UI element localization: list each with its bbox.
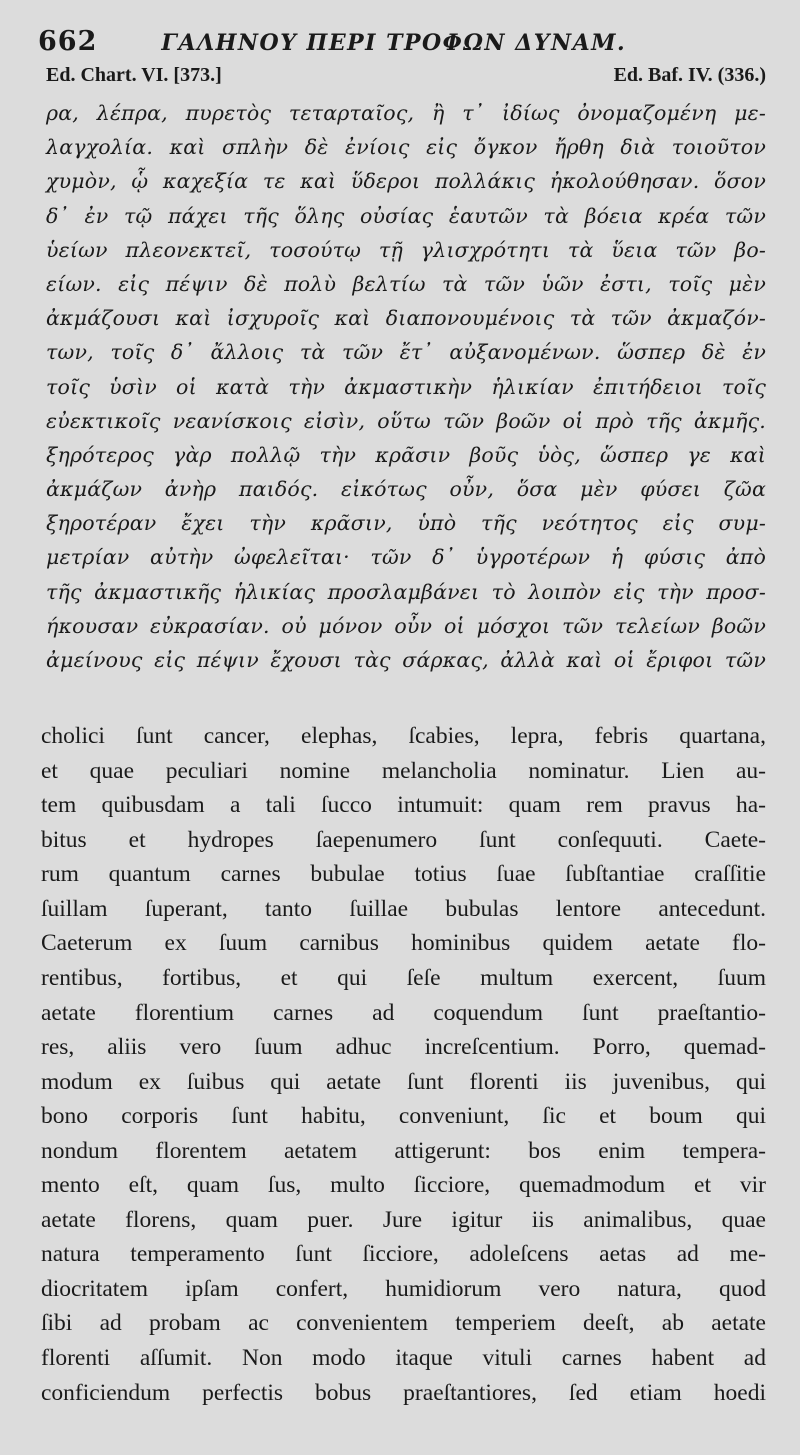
latin-text-line: et quae peculiari nomine melancholia nominatur. Lien au-: [41, 757, 766, 784]
latin-text-line: modum ex ſuibus qui aetate ſunt florenti iis juvenibus, qui: [41, 1068, 766, 1095]
latin-text-line: ſibi ad probam ac convenientem temperiem deeſt, ab aetate: [41, 1310, 766, 1337]
running-head: [38, 26, 766, 60]
latin-text-line: rentibus, fortibus, et qui ſeſe multum exercent, ſuum: [41, 965, 766, 992]
greek-text-block: [38, 96, 766, 677]
latin-text-block: [38, 719, 766, 1410]
latin-text-line: res, aliis vero ſuum adhuc increſcentium. Porro, quemad-: [41, 1034, 766, 1061]
latin-text-line: cholici ſunt cancer, elephas, ſcabies, lepra, febris quartana,: [41, 723, 766, 750]
greek-text-line: ξηρότερος γὰρ πολλῷ τὴν κρᾶσιν βοῦς ὑὸς, ὥσπερ γε καὶ: [46, 442, 766, 467]
greek-text-line: ἀκμάζων ἀνὴρ παιδός. εἰκότως οὖν, ὅσα μὲν φύσει ζῶα: [46, 477, 766, 502]
greek-text-line: ὑείων πλεονεκτεῖ, τοσούτῳ τῇ γλισχρότητι τὰ ὕεια τῶν βο-: [46, 237, 766, 262]
greek-text-line: των, τοῖς δ᾽ ἄλλοις τὰ τῶν ἔτ᾽ αὐξανομένων. ὥσπερ δὲ ἐν: [46, 340, 766, 365]
greek-text-line: ἀμείνους εἰς πέψιν ἔχουσι τὰς σάρκας, ἀλλὰ καὶ οἱ ἔριφοι τῶν: [46, 648, 766, 672]
greek-text-line: τῆς ἀκμαστικῆς ἡλικίας προσλαμβάνει τὸ λοιπὸν εἰς τὴν προσ-: [46, 579, 766, 604]
greek-text-line: εὐεκτικοῖς νεανίσκοις εἰσὶν, οὕτω τῶν βοῶν οἱ πρὸ τῆς ἀκμῆς.: [46, 408, 766, 433]
latin-text-line: bono corporis ſunt habitu, conveniunt, ſic et boum qui: [41, 1103, 766, 1130]
edition-reference-left: Ed. Chart. VI. [373.]: [46, 64, 222, 86]
latin-text-line: rum quantum carnes bubulae totius ſuae ſubſtantiae craſſitie: [41, 861, 766, 888]
greek-text-line: μετρίαν αὐτὴν ὠφελεῖται· τῶν δ᾽ ὑγροτέρων ἡ φύσις ἀπὸ: [46, 545, 766, 570]
running-title: ΓΑΛΗΝΟΥ ΠΕΡΙ ΤΡΟΦΩΝ ΔΥΝΑΜ.: [161, 30, 627, 56]
latin-text-line: diocritatem ipſam confert, humidiorum vero natura, quod: [41, 1275, 766, 1302]
greek-text-line: τοῖς ὑσὶν οἱ κατὰ τὴν ἀκμαστικὴν ἡλικίαν ἐπιτήδειοι τοῖς: [46, 374, 766, 399]
greek-text-line: δ᾽ ἐν τῷ πάχει τῆς ὅλης οὐσίας ἑαυτῶν τὰ βόεια κρέα τῶν: [46, 203, 766, 228]
latin-text-line: Caeterum ex ſuum carnibus hominibus quidem aetate flo-: [41, 930, 766, 957]
greek-text-line: χυμὸν, ᾧ καχεξία τε καὶ ὕδεροι πολλάκις ἠκολούθησαν. ὅσον: [46, 169, 766, 194]
latin-text-line: florenti aſſumit. Non modo itaque vituli carnes habent ad: [41, 1345, 766, 1372]
greek-text-line: λαγχολία. καὶ σπλὴν δὲ ἐνίοις εἰς ὄγκον ἤρθη διὰ τοιοῦτον: [46, 135, 766, 160]
latin-text-line: conficiendum perfectis bobus praeſtantiores, ſed etiam hoedi: [41, 1379, 766, 1406]
edition-reference-right: Ed. Baf. IV. (336.): [613, 64, 766, 86]
latin-text-line: mento eſt, quam ſus, multo ſicciore, quemadmodum et vir: [41, 1172, 766, 1199]
latin-text-line: tem quibusdam a tali ſucco intumuit: quam rem pravus ha-: [41, 792, 766, 819]
latin-text-line: aetate florens, quam puer. Jure igitur iis animalibus, quae: [41, 1206, 766, 1233]
latin-text-line: bitus et hydropes ſaepenumero ſunt conſequuti. Caete-: [41, 826, 766, 853]
page-number: 662: [38, 26, 98, 57]
latin-text-line: ſuillam ſuperant, tanto ſuillae bubulas lentore antecedunt.: [41, 895, 766, 922]
latin-text-line: nondum florentem aetatem attigerunt: bos enim tempera-: [41, 1137, 766, 1164]
greek-text-line: ἀκμάζουσι καὶ ἰσχυροῖς καὶ διαπονουμένοις τὰ τῶν ἀκμαζόν-: [46, 306, 766, 331]
greek-text-line: ρα, λέπρα, πυρετὸς τεταρταῖος, ἢ τ᾽ ἰδίως ὀνομαζομένη με-: [46, 101, 766, 125]
edition-reference-line: [38, 64, 766, 94]
greek-text-line: είων. εἰς πέψιν δὲ πολὺ βελτίω τὰ τῶν ὑῶν ἐστι, τοῖς μὲν: [46, 271, 766, 296]
greek-text-line: ήκουσαν εὐκρασίαν. οὐ μόνον οὖν οἱ μόσχοι τῶν τελείων βοῶν: [46, 613, 766, 638]
latin-text-line: natura temperamento ſunt ſicciore, adoleſcens aetas ad me-: [41, 1241, 766, 1268]
greek-text-line: ξηροτέραν ἔχει τὴν κρᾶσιν, ὑπὸ τῆς νεότητος εἰς συμ-: [46, 511, 766, 536]
latin-text-line: aetate florentium carnes ad coquendum ſunt praeſtantio-: [41, 999, 766, 1026]
